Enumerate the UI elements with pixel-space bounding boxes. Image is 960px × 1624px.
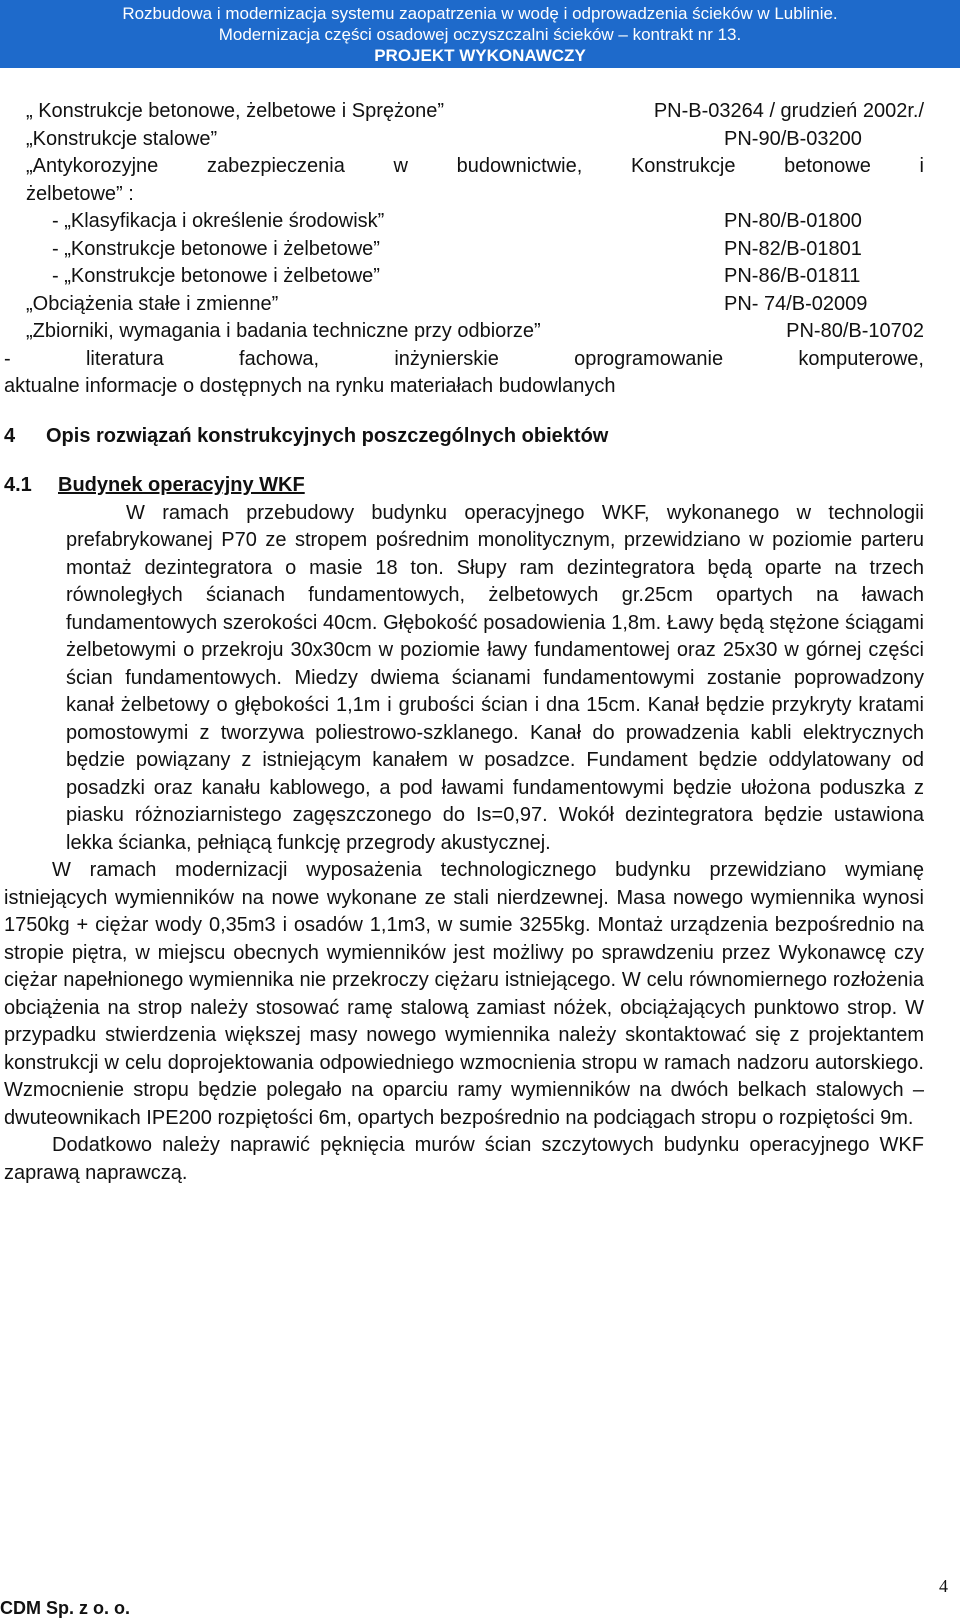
norm-name: „Zbiorniki, wymagania i badania techniczne przy odbiorze” xyxy=(26,320,541,342)
section-title: Opis rozwiązań konstrukcyjnych poszczególnych obiektów xyxy=(46,424,609,447)
norm-code: PN- 74/B-02009 xyxy=(724,292,868,315)
norm-name: - „Klasyfikacja i określenie środowisk” xyxy=(52,210,385,232)
norm-item xyxy=(4,126,924,154)
section-heading xyxy=(4,423,924,451)
document-body xyxy=(4,98,924,1187)
norm-code: PN-86/B-01811 xyxy=(724,265,861,287)
header-project-type: PROJEKT WYKONAWCZY xyxy=(374,46,586,65)
footer-company: CDM Sp. z o. o. xyxy=(0,1598,130,1618)
norm-name: „Obciążenia stałe i zmienne” xyxy=(26,292,279,315)
paragraph-text: W ramach modernizacji wyposażenia technologicznego budynku przewidziano wymianę istniejących wymienników na nowe wykonane ze stali nierdzewnej. Masa nowego wymiennika wynosi 1750kg + ciężar wody 0,35m3 i osadów 1,1m3, w sumie 3255kg. Montaż urządzenia bezpośrednio na stropie piętra, w miejscu obecnych wymienników jest możliwy po sprawdzeniu przez Wykonawcę czy ciężar napełnionego wymiennika nie przekroczy ciężaru istniejącego. W celu równomiernego rozłożenia obciążenia na strop należy stosować ramę stalową zamiast nóżek, obciążających punktowo strop. W przypadku stwierdzenia większej masy nowego wymiennika należy skontaktować się z projektantem konstrukcji w celu doprojektowania odpowiedniego wzmocnienia stropu w ramach nadzoru autorskiego. Wzmocnienie stropu będzie polegało na oparciu ramy wymienników na dwóch belkach stalowych – dwuteownikach IPE200 rozpiętości 6m, opartych bezpośrednio na podciągach stropu o rozpiętości 9m. xyxy=(4,859,924,1129)
norm-name: - „Konstrukcje betonowe i żelbetowe” xyxy=(52,265,380,287)
header-contract-title: Modernizacja części osadowej oczyszczalni ścieków – kontrakt nr 13. xyxy=(218,25,742,44)
norm-name: „Konstrukcje stalowe” xyxy=(26,127,218,150)
norm-item xyxy=(4,318,924,346)
norm-code: PN-80/B-10702 xyxy=(786,320,924,342)
document-header xyxy=(0,0,960,68)
norm-code: PN-80/B-01800 xyxy=(724,210,862,232)
norm-code: PN-90/B-03200 xyxy=(724,127,862,150)
subsection-heading xyxy=(4,472,924,500)
paragraph xyxy=(4,1132,924,1187)
header-project-title: Rozbudowa i modernizacja systemu zaopatrzenia w wodę i odprowadzenia ścieków w Lublinie. xyxy=(122,4,838,23)
paragraph xyxy=(4,857,924,1132)
page-number: 4 xyxy=(939,1576,948,1596)
norm-name: „ Konstrukcje betonowe, żelbetowe i Sprężone” xyxy=(26,100,445,122)
subsection-title: Budynek operacyjny WKF xyxy=(58,474,305,496)
norm-name: - „Konstrukcje betonowe i żelbetowe” xyxy=(52,237,380,260)
norm-code: PN-B-03264 / grudzień 2002r./ xyxy=(653,100,924,122)
section-number: 4 xyxy=(4,424,16,447)
subsection-number: 4.1 xyxy=(4,474,32,496)
norm-subitem xyxy=(4,236,924,264)
norms-list xyxy=(4,98,924,401)
norm-item xyxy=(4,98,924,126)
paragraph-text: W ramach przebudowy budynku operacyjnego WKF, wykonanego w technologii prefabrykowanej P70 ze stropem pośrednim monolitycznym, przewidziano w poziomie parteru montaż dezintegratora o masie 18 ton. Słupy ram dezintegratora będą oparte na trzech równoległych ścianach fundamentowych, żelbetowych gr.25cm opartych na ławach fundamentowych szerokości 40cm. Głębokość posadowienia 1,8m. Ławy będą stężone ściągami żelbetowymi o przekroju 30x30cm w poziomie ławy fundamentowej oraz 25x30 w górnej części ścian fundamentowych. Miedzy dwiema ścianami fundamentowymi zostanie poprowadzony kanał żelbetowy o głębokości 1,1m i grubości ścian i dna 15cm. Kanał będzie przykryty kratami pomostowymi z tworzywa poliestrowo-szklanego. Kanał do prowadzenia kabli elektrycznych będzie powiązany z istniejącym kanałem w posadzce. Fundament będzie oddylatowany od posadzki oraz kanału kablowego, a pod ławami fundamentowymi będzie ułożona poduszka z piasku różnoziarnistego zagęszczonego do Is=0,97. Wokół dezintegratora będzie ustawiona lekka ścianka, pełniącą funkcję przegrody akustycznej. xyxy=(66,501,924,854)
norm-item-multiline: „Antykorozyjne zabezpieczenia w budownictwie, Konstrukcje betonowe i xyxy=(26,155,924,177)
literature-line: aktualne informacje o dostępnych na rynku materiałach budowlanych xyxy=(4,375,616,397)
norm-subitem xyxy=(4,208,924,236)
paragraph-text: Dodatkowo należy naprawić pęknięcia murów ścian szczytowych budynku operacyjnego WKF zaprawą naprawczą. xyxy=(4,1134,924,1184)
norm-item xyxy=(4,291,924,319)
norm-code: PN-82/B-01801 xyxy=(724,237,862,260)
literature-line: - literatura fachowa, inżynierskie oprogramowanie komputerowe, xyxy=(4,347,924,370)
norm-subitem xyxy=(4,263,924,291)
norm-item-continuation: żelbetowe” : xyxy=(26,182,134,205)
paragraph xyxy=(4,500,924,858)
